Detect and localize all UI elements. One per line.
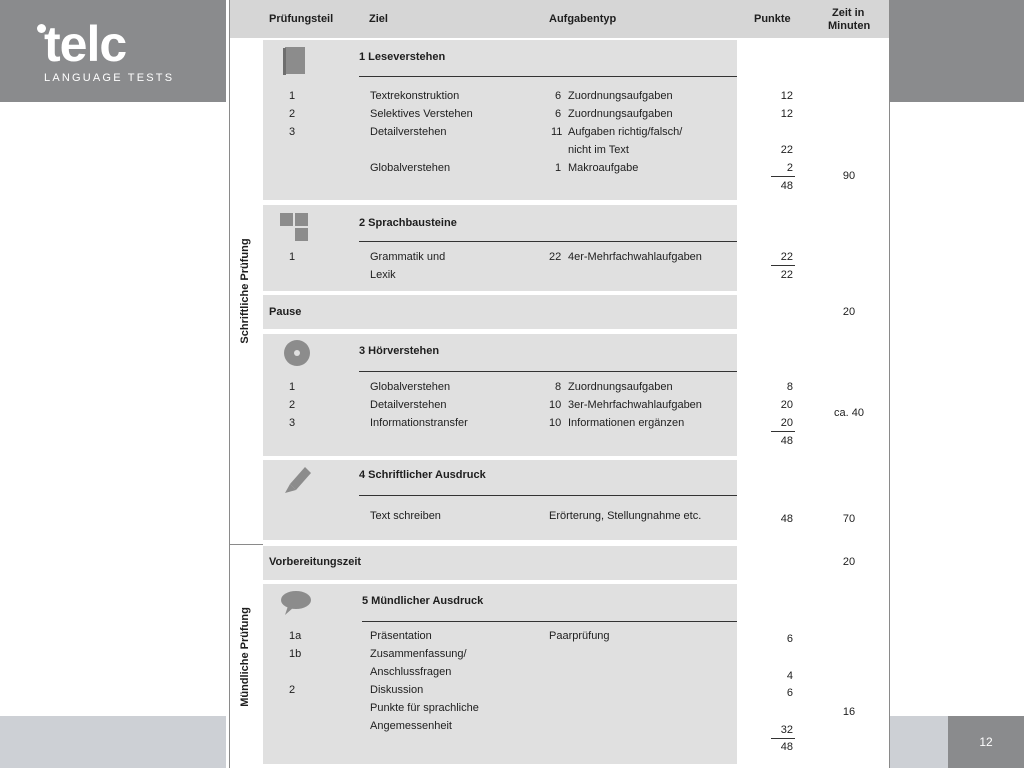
row-ziel: Selektives Verstehen xyxy=(370,108,473,120)
points-value: 12 xyxy=(780,90,793,102)
points-leseverstehen xyxy=(739,40,811,200)
row-typ-2: nicht im Text xyxy=(568,144,629,156)
time-pause xyxy=(813,295,885,329)
side-schriftlich xyxy=(229,40,262,542)
row-ziel: Grammatik und xyxy=(370,251,446,263)
row-ziel: Detailverstehen xyxy=(370,126,447,138)
side-muendlich xyxy=(229,546,262,768)
row-typ: 3er-Mehrfachwahlaufgaben xyxy=(568,399,702,411)
row-nr: 3 xyxy=(289,126,296,138)
row-ziel: Text schreiben xyxy=(370,510,441,522)
points-value: 6 xyxy=(786,687,793,699)
pencil-icon xyxy=(283,464,313,494)
points-sprachbausteine xyxy=(739,205,811,291)
header-pruefungsteil: Prüfungsteil xyxy=(269,13,334,25)
points-value: 22 xyxy=(780,144,793,156)
points-total: 48 xyxy=(780,741,793,753)
side-divider xyxy=(229,544,263,545)
points-muendlicher-ausdruck xyxy=(739,584,811,764)
row-count: 11 xyxy=(551,126,563,138)
pause-label: Pause xyxy=(269,306,302,318)
row-count: 10 xyxy=(549,417,562,429)
time-value: 20 xyxy=(842,556,856,568)
points-value: 48 xyxy=(780,513,793,525)
header-punkte: Punkte xyxy=(754,13,791,25)
points-sum-rule xyxy=(771,738,795,739)
time-lesen-sprach xyxy=(813,40,885,291)
time-hoeren xyxy=(813,334,885,456)
row-count: 10 xyxy=(549,399,562,411)
row-typ: Paarprüfung xyxy=(549,630,610,642)
points-vorbereitung xyxy=(739,546,811,580)
time-value: 70 xyxy=(842,513,856,525)
header-ziel: Ziel xyxy=(369,13,388,25)
side-label-schriftlich: Schriftliche Prüfung xyxy=(239,238,251,344)
points-value: 6 xyxy=(786,633,793,645)
row-ziel-2: Angemessenheit xyxy=(370,720,452,732)
row-ziel: Globalverstehen xyxy=(370,381,451,393)
footer-band-right xyxy=(890,716,948,768)
section-rule xyxy=(359,371,737,372)
points-value: 2 xyxy=(786,162,793,174)
row-count: 1 xyxy=(555,162,562,174)
row-typ: 4er-Mehrfachwahlaufgaben xyxy=(568,251,702,263)
row-typ: Informationen ergänzen xyxy=(568,417,685,429)
row-count: 6 xyxy=(555,90,562,102)
section-title: 3 Hörverstehen xyxy=(359,345,440,357)
points-schriftlicher-ausdruck xyxy=(739,460,811,540)
exam-overview-table xyxy=(229,0,890,768)
row-nr: 1 xyxy=(289,90,296,102)
section-title: 1 Leseverstehen xyxy=(359,51,446,63)
row-ziel: Detailverstehen xyxy=(370,399,447,411)
row-ziel: Informationstransfer xyxy=(370,417,468,429)
section-title: 2 Sprachbausteine xyxy=(359,217,457,229)
section-title: 5 Mündlicher Ausdruck xyxy=(362,595,484,607)
section-sprachbausteine xyxy=(263,205,737,291)
time-vorbereitung xyxy=(813,546,885,580)
row-typ: Zuordnungsaufgaben xyxy=(568,90,673,102)
row-nr: 2 xyxy=(289,108,296,120)
section-title: 4 Schriftlicher Ausdruck xyxy=(359,469,486,481)
row-ziel: Globalverstehen xyxy=(370,162,451,174)
row-pause xyxy=(263,295,737,329)
row-nr: 3 xyxy=(289,417,296,429)
row-nr: 1b xyxy=(289,648,302,660)
footer-band-left xyxy=(0,716,226,768)
row-typ: Zuordnungsaufgaben xyxy=(568,381,673,393)
time-value: 90 xyxy=(842,170,856,182)
row-ziel: Punkte für sprachliche xyxy=(370,702,479,714)
points-value: 12 xyxy=(780,108,793,120)
blocks-icon xyxy=(280,213,310,243)
points-value: 8 xyxy=(786,381,793,393)
row-typ: Aufgaben richtig/falsch/ xyxy=(568,126,683,138)
row-typ: Makroaufgabe xyxy=(568,162,639,174)
section-hoerverstehen xyxy=(263,334,737,456)
section-rule xyxy=(359,76,737,77)
book-icon xyxy=(283,47,307,75)
points-value: 32 xyxy=(780,724,793,736)
points-sum-rule xyxy=(771,176,795,177)
time-muendlich xyxy=(813,584,885,764)
row-count: 8 xyxy=(555,381,562,393)
points-sum-rule xyxy=(771,431,795,432)
points-value: 20 xyxy=(780,399,793,411)
row-typ: Erörterung, Stellungnahme etc. xyxy=(549,510,702,522)
header-zeit-1: Zeit in xyxy=(832,7,865,19)
speech-bubble-icon xyxy=(280,590,312,616)
row-nr: 2 xyxy=(289,684,296,696)
table-border-left xyxy=(229,0,230,768)
row-count: 6 xyxy=(555,108,562,120)
time-value: 20 xyxy=(842,306,856,318)
header-zeit-2: Minuten xyxy=(828,20,871,32)
row-ziel: Textrekonstruktion xyxy=(370,90,460,102)
row-ziel: Zusammenfassung/ xyxy=(370,648,467,660)
points-sum-rule xyxy=(771,265,795,266)
row-typ: Zuordnungsaufgaben xyxy=(568,108,673,120)
points-total: 48 xyxy=(780,435,793,447)
row-ziel-2: Anschlussfragen xyxy=(370,666,452,678)
row-ziel-2: Lexik xyxy=(370,269,396,281)
page-number-text: 12 xyxy=(979,735,993,749)
row-vorbereitung xyxy=(263,546,737,580)
section-rule xyxy=(359,241,737,242)
row-count: 22 xyxy=(549,251,562,263)
table-border-right xyxy=(889,0,890,768)
section-muendlicher-ausdruck xyxy=(263,584,737,764)
points-value: 22 xyxy=(780,251,793,263)
page-number xyxy=(948,716,1024,768)
points-pause xyxy=(739,295,811,329)
section-rule xyxy=(362,621,737,622)
row-nr: 1a xyxy=(289,630,302,642)
row-ziel: Präsentation xyxy=(370,630,432,642)
points-hoerverstehen xyxy=(739,334,811,456)
time-value: ca. 40 xyxy=(834,407,864,419)
time-schreiben xyxy=(813,460,885,540)
row-nr: 2 xyxy=(289,399,296,411)
logo-subtitle: LANGUAGE TESTS xyxy=(44,72,175,84)
telc-logo xyxy=(34,14,175,88)
row-nr: 1 xyxy=(289,251,296,263)
table-header xyxy=(229,0,890,38)
time-value: 16 xyxy=(842,706,856,718)
side-label-muendlich: Mündliche Prüfung xyxy=(239,607,251,707)
section-leseverstehen xyxy=(263,40,737,200)
row-nr: 1 xyxy=(289,381,296,393)
points-total: 22 xyxy=(780,269,793,281)
points-total: 48 xyxy=(780,180,793,192)
points-value: 4 xyxy=(786,670,793,682)
vorbereitung-label: Vorbereitungszeit xyxy=(269,556,362,568)
logo-wordmark: telc xyxy=(44,16,127,72)
section-schriftlicher-ausdruck xyxy=(263,460,737,540)
points-value: 20 xyxy=(780,417,793,429)
header-aufgabentyp: Aufgabentyp xyxy=(549,13,617,25)
header-band-right xyxy=(890,0,1024,102)
cd-icon xyxy=(283,339,311,367)
section-rule xyxy=(359,495,737,496)
row-ziel: Diskussion xyxy=(370,684,424,696)
